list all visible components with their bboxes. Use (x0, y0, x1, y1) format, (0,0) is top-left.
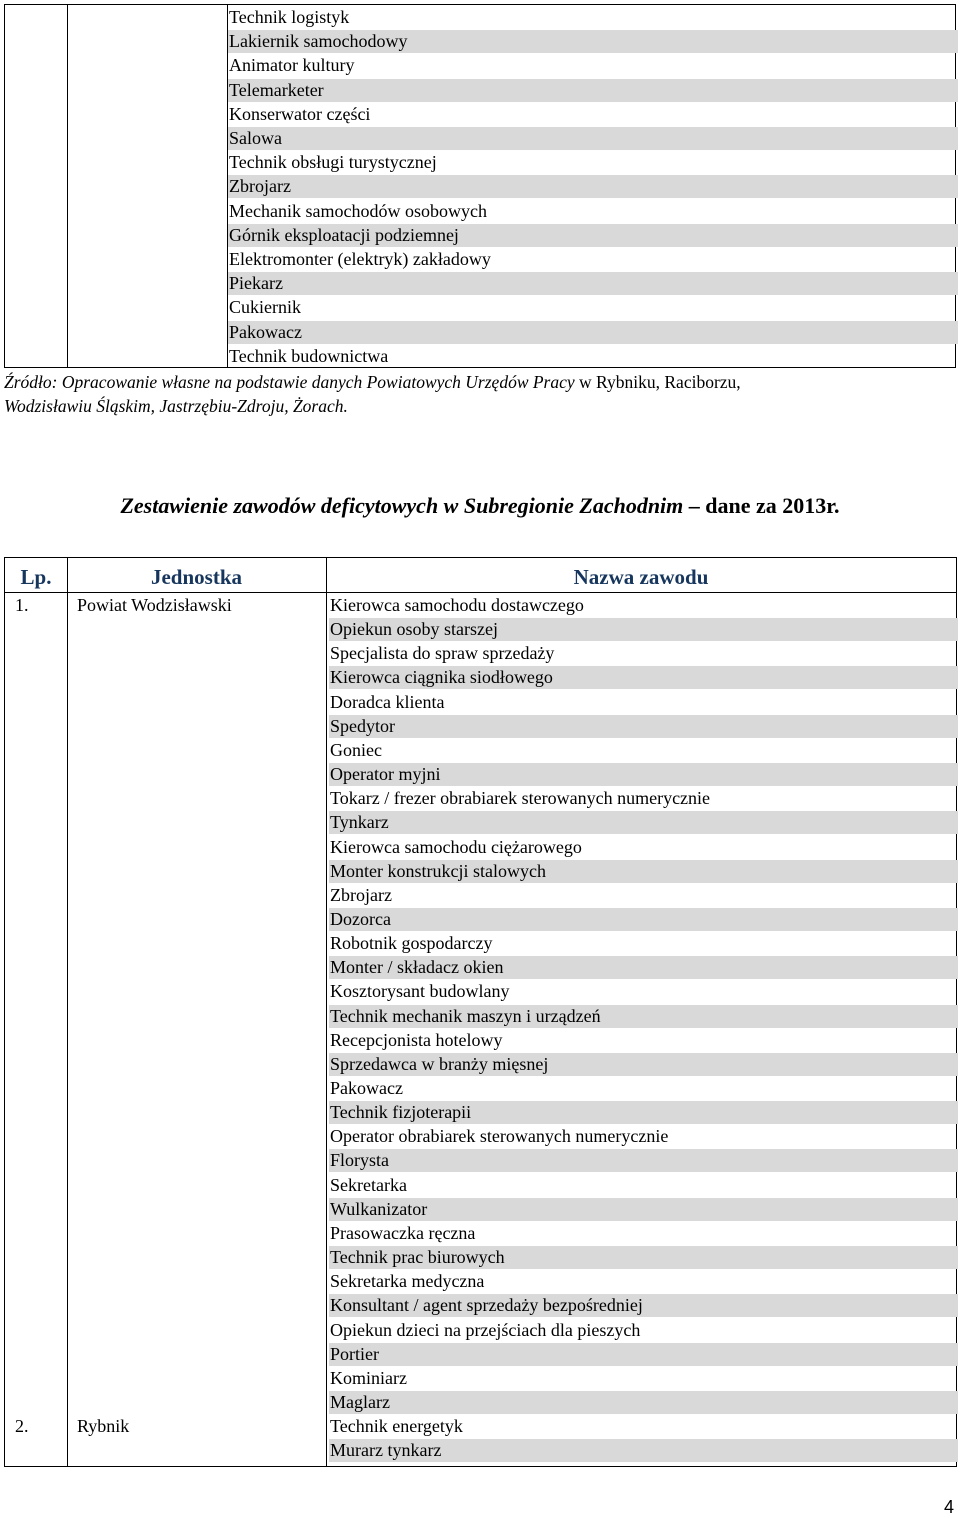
occupation-row: Technik logistyk (229, 7, 350, 27)
column-divider (326, 558, 327, 1466)
occupation-row: Spedytor (329, 715, 958, 738)
occupation-row: Technik obsługi turystycznej (229, 152, 437, 173)
occupation-row: Technik energetyk (330, 1416, 463, 1437)
occupation-row: Operator myjni (329, 763, 958, 786)
column-divider (67, 5, 68, 367)
occupation-row: Portier (329, 1343, 958, 1366)
occupation-row: Operator obrabiarek sterowanych numerycznie (330, 1126, 669, 1147)
occupation-row: Tokarz / frezer obrabiarek sterowanych numerycznie (330, 788, 711, 809)
occupation-row: Prasowaczka ręczna (330, 1222, 476, 1243)
occupation-row: Opiekun dzieci na przejściach dla pieszych (330, 1319, 641, 1340)
occupation-row: Konserwator części (229, 103, 371, 124)
occupation-row: Piekarz (228, 272, 958, 295)
row-lp: 1. (15, 595, 29, 615)
occupation-row: Salowa (228, 127, 958, 150)
source-italic: Źródło: Opracowanie własne na podstawie danych Powiatowych Urzędów Pracy (4, 372, 575, 392)
source-upright: w Rybniku, Raciborzu, (579, 372, 741, 392)
occupation-row: Kierowca samochodu ciężarowego (330, 836, 582, 857)
occupation-row: Goniec (330, 739, 382, 760)
header-separator (5, 592, 956, 593)
occupation-row: Zbrojarz (330, 884, 392, 905)
occupation-row: Elektromonter (elektryk) zakładowy (229, 249, 491, 269)
occupation-row: Sekretarka (330, 1174, 407, 1195)
occupation-row: Murarz tynkarz (329, 1439, 958, 1462)
row-unit: Powiat Wodzisławski (77, 595, 232, 615)
occupation-row: Pakowacz (330, 1078, 403, 1098)
occupation-row: Maglarz (329, 1391, 958, 1414)
occupation-row: Sprzedawca w branży mięsnej (329, 1053, 958, 1076)
occupation-row: Monter / składacz okien (329, 956, 958, 979)
occupation-row: Technik fizjoterapii (329, 1101, 958, 1124)
heading-dash: – (683, 493, 706, 518)
occupation-row: Tynkarz (329, 811, 958, 834)
header-unit: Jednostka (150, 565, 243, 589)
heading-rest: dane za 2013r. (705, 493, 840, 518)
occupation-row: Cukiernik (229, 297, 301, 318)
occupation-row: Animator kultury (229, 55, 355, 76)
occupation-row: Opiekun osoby starszej (329, 618, 958, 641)
occupation-row: Florysta (329, 1149, 958, 1172)
occupation-row: Konsultant / agent sprzedaży bezpośredniej (329, 1294, 958, 1317)
section-heading (0, 493, 960, 519)
occupation-row: Technik budownictwa (229, 345, 389, 366)
occupation-row: Sekretarka medyczna (330, 1271, 485, 1292)
header-occupation-name: Nazwa zawodu (573, 565, 709, 589)
row-lp: 2. (15, 1416, 29, 1437)
occupation-row: Zbrojarz (228, 175, 958, 198)
source-note (4, 370, 956, 418)
occupation-row: Lakiernik samochodowy (228, 30, 958, 53)
occupation-row: Monter konstrukcji stalowych (329, 860, 958, 883)
occupation-row: Kosztorysant budowlany (330, 981, 510, 1002)
occupation-row: Doradca klienta (330, 691, 445, 712)
occupation-row: Kominiarz (330, 1367, 407, 1388)
occupation-row: Telemarketer (228, 79, 958, 102)
occupation-row: Robotnik gospodarczy (330, 933, 493, 954)
occupation-row: Kierowca ciągnika siodłowego (329, 666, 958, 689)
source-line2: Wodzisławiu Śląskim, Jastrzębiu-Zdroju, Żorach. (4, 396, 348, 416)
occupation-row: Mechanik samochodów osobowych (229, 200, 487, 221)
occupation-row: Wulkanizator (329, 1198, 958, 1221)
row-unit: Rybnik (77, 1416, 130, 1437)
occupation-row: Dozorca (329, 908, 958, 931)
occupation-row: Górnik eksploatacji podziemnej (228, 224, 958, 247)
heading-italic: Zestawienie zawodów deficytowych w Subregionie Zachodnim (120, 493, 684, 518)
occupation-row: Kierowca samochodu dostawczego (330, 595, 584, 615)
occupation-row: Pakowacz (228, 321, 958, 344)
occupation-row: Technik mechanik maszyn i urządzeń (329, 1005, 958, 1028)
occupation-row: Specjalista do spraw sprzedaży (330, 643, 555, 664)
column-divider (67, 558, 68, 1466)
page-number: 4 (943, 1497, 954, 1517)
occupation-row: Recepcjonista hotelowy (330, 1029, 503, 1050)
occupation-row: Technik prac biurowych (329, 1246, 958, 1269)
header-lp: Lp. (20, 565, 52, 589)
